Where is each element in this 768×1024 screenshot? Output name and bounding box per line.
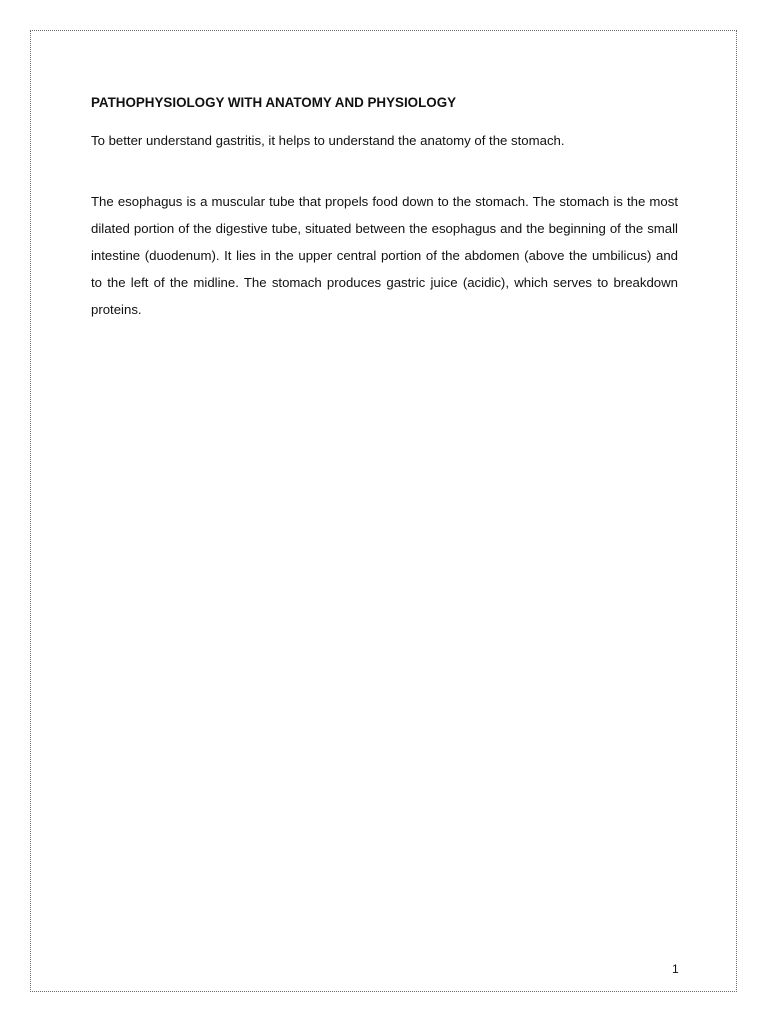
body-paragraph: The esophagus is a muscular tube that propels food down to the stomach. The stomach is the most dilated portion of the digestive tube, situated between the esophagus and the beginning of the small intestine (duodenum). It lies in the upper central portion of the abdomen (above the umbilicus) and to the left of the midline. The stomach produces gastric juice (acidic), which serves to breakdown proteins. (91, 194, 678, 317)
document-page (30, 30, 737, 992)
page-number: 1 (672, 962, 679, 976)
section-heading: PATHOPHYSIOLOGY WITH ANATOMY AND PHYSIOLOGY (91, 95, 457, 110)
intro-paragraph: To better understand gastritis, it helps to understand the anatomy of the stomach. (91, 133, 565, 148)
page-content (91, 94, 678, 323)
